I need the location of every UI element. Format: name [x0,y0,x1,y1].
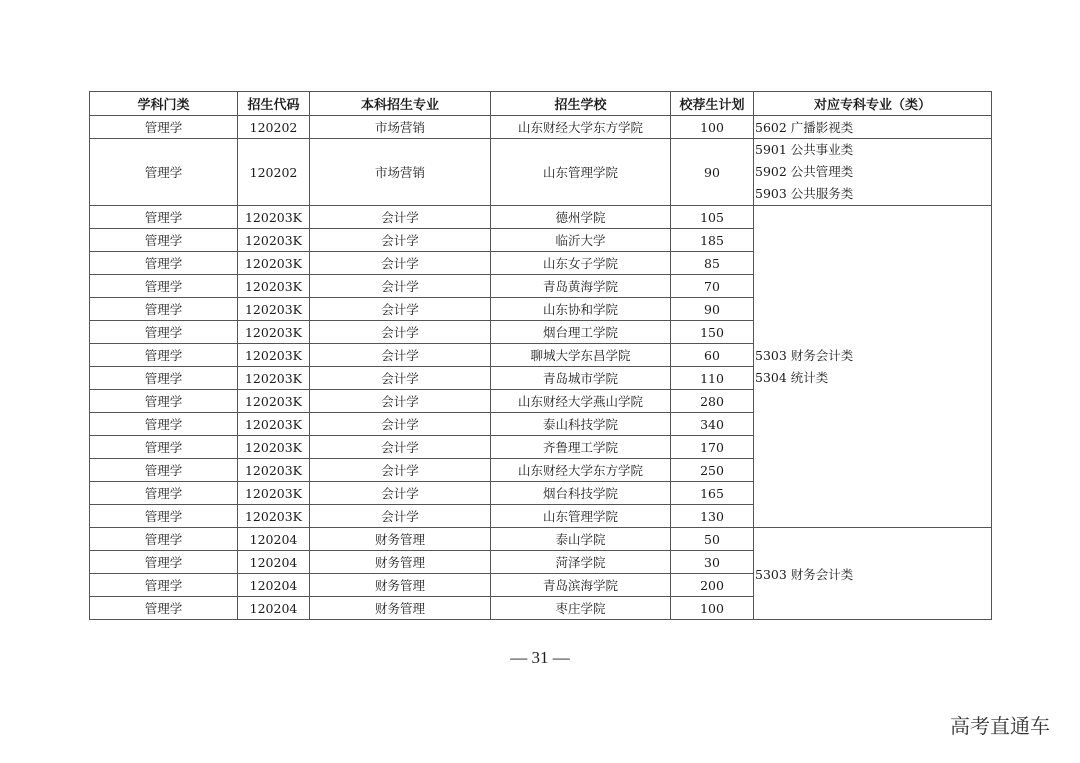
cell-school: 青岛城市学院 [491,367,671,390]
cell-related-major: 5303 财务会计类 [754,528,992,620]
cell-major: 市场营销 [310,139,491,206]
cell-major: 财务管理 [310,551,491,574]
cell-category: 管理学 [90,229,238,252]
cell-major: 财务管理 [310,528,491,551]
cell-school: 山东财经大学东方学院 [491,459,671,482]
cell-major: 会计学 [310,206,491,229]
cell-major: 会计学 [310,344,491,367]
cell-plan: 170 [671,436,754,459]
cell-code: 120203K [238,367,310,390]
cell-code: 120204 [238,597,310,620]
cell-major: 会计学 [310,482,491,505]
table-row [90,528,992,551]
cell-code: 120203K [238,298,310,321]
cell-major: 会计学 [310,298,491,321]
cell-major: 会计学 [310,505,491,528]
cell-category: 管理学 [90,275,238,298]
cell-major: 会计学 [310,321,491,344]
cell-related-major [754,139,992,206]
cell-major: 会计学 [310,367,491,390]
table-row [90,116,992,139]
cell-category: 管理学 [90,321,238,344]
cell-code: 120203K [238,275,310,298]
cell-school: 山东管理学院 [491,505,671,528]
cell-school: 山东协和学院 [491,298,671,321]
cell-school: 泰山学院 [491,528,671,551]
cell-major: 市场营销 [310,116,491,139]
cell-plan: 85 [671,252,754,275]
cell-plan: 110 [671,367,754,390]
header-plan: 校荐生计划 [671,92,754,116]
table-header-row [90,92,992,116]
related-major-line: 5903 公共服务类 [755,186,854,201]
cell-plan: 100 [671,116,754,139]
cell-category: 管理学 [90,528,238,551]
cell-category: 管理学 [90,344,238,367]
cell-code: 120202 [238,139,310,206]
enrollment-table-container [89,91,991,620]
cell-major: 财务管理 [310,574,491,597]
cell-category: 管理学 [90,252,238,275]
cell-category: 管理学 [90,436,238,459]
cell-school: 山东财经大学东方学院 [491,116,671,139]
header-related-major: 对应专科专业（类） [754,92,992,116]
cell-category: 管理学 [90,367,238,390]
cell-school: 青岛黄海学院 [491,275,671,298]
cell-major: 会计学 [310,390,491,413]
cell-plan: 250 [671,459,754,482]
cell-code: 120203K [238,206,310,229]
cell-plan: 150 [671,321,754,344]
cell-category: 管理学 [90,298,238,321]
cell-category: 管理学 [90,139,238,206]
cell-code: 120204 [238,528,310,551]
cell-major: 会计学 [310,252,491,275]
cell-related-major: 5602 广播影视类 [754,116,992,139]
header-major: 本科招生专业 [310,92,491,116]
cell-code: 120203K [238,229,310,252]
cell-category: 管理学 [90,482,238,505]
cell-school: 烟台科技学院 [491,482,671,505]
cell-category: 管理学 [90,413,238,436]
cell-major: 会计学 [310,275,491,298]
cell-category: 管理学 [90,574,238,597]
cell-plan: 60 [671,344,754,367]
cell-category: 管理学 [90,459,238,482]
cell-major: 会计学 [310,436,491,459]
cell-plan: 185 [671,229,754,252]
header-school: 招生学校 [491,92,671,116]
table-row [90,206,992,229]
cell-plan: 30 [671,551,754,574]
cell-code: 120203K [238,482,310,505]
cell-related-major [754,206,992,528]
cell-major: 财务管理 [310,597,491,620]
cell-category: 管理学 [90,116,238,139]
cell-plan: 90 [671,298,754,321]
cell-plan: 100 [671,597,754,620]
related-major-line: 5902 公共管理类 [755,164,854,179]
cell-plan: 340 [671,413,754,436]
cell-plan: 90 [671,139,754,206]
cell-school: 临沂大学 [491,229,671,252]
cell-code: 120203K [238,252,310,275]
table-row [90,139,992,206]
related-major-line: 5303 财务会计类 [755,347,854,363]
cell-code: 120204 [238,551,310,574]
cell-school: 齐鲁理工学院 [491,436,671,459]
cell-category: 管理学 [90,505,238,528]
cell-school: 泰山科技学院 [491,413,671,436]
cell-school: 枣庄学院 [491,597,671,620]
cell-category: 管理学 [90,390,238,413]
header-code: 招生代码 [238,92,310,116]
cell-major: 会计学 [310,459,491,482]
cell-plan: 280 [671,390,754,413]
cell-plan: 105 [671,206,754,229]
cell-code: 120203K [238,344,310,367]
cell-category: 管理学 [90,206,238,229]
cell-major: 会计学 [310,413,491,436]
related-major-line: 5901 公共事业类 [755,142,854,157]
cell-plan: 50 [671,528,754,551]
cell-plan: 200 [671,574,754,597]
cell-school: 山东管理学院 [491,139,671,206]
cell-code: 120202 [238,116,310,139]
cell-school: 烟台理工学院 [491,321,671,344]
cell-school: 青岛滨海学院 [491,574,671,597]
enrollment-table [89,91,992,620]
cell-code: 120203K [238,505,310,528]
cell-plan: 165 [671,482,754,505]
cell-category: 管理学 [90,551,238,574]
cell-code: 120203K [238,390,310,413]
cell-school: 山东女子学院 [491,252,671,275]
cell-school: 德州学院 [491,206,671,229]
cell-category: 管理学 [90,597,238,620]
cell-code: 120203K [238,321,310,344]
cell-school: 聊城大学东昌学院 [491,344,671,367]
cell-code: 120203K [238,413,310,436]
cell-code: 120203K [238,459,310,482]
cell-code: 120203K [238,436,310,459]
header-category: 学科门类 [90,92,238,116]
watermark: 高考直通车 [950,714,1050,738]
page-number: — 31 — [510,648,570,667]
related-major-line: 5304 统计类 [755,369,829,385]
cell-plan: 70 [671,275,754,298]
cell-code: 120204 [238,574,310,597]
cell-school: 山东财经大学燕山学院 [491,390,671,413]
cell-plan: 130 [671,505,754,528]
cell-major: 会计学 [310,229,491,252]
cell-school: 菏泽学院 [491,551,671,574]
